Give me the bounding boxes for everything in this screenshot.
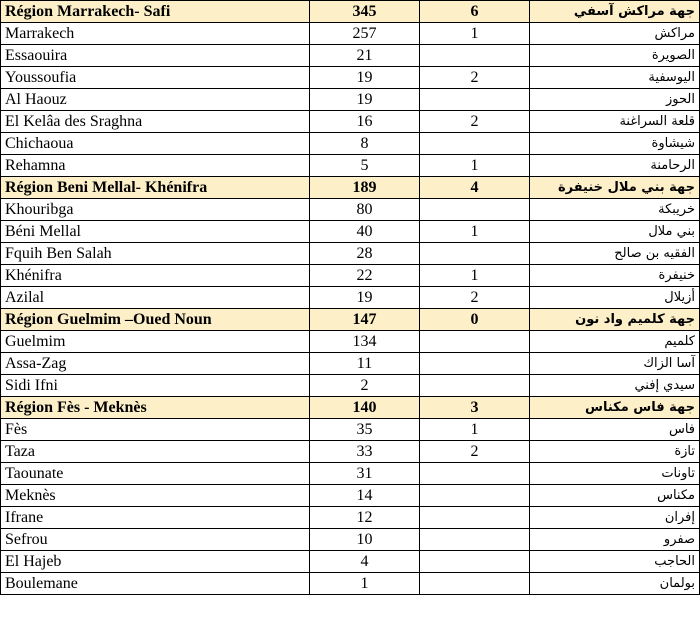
province-total: 31: [310, 463, 420, 485]
province-total: 1: [310, 573, 420, 595]
region-header-row: [1, 177, 700, 199]
province-total: 12: [310, 507, 420, 529]
region-total: 345: [310, 1, 420, 23]
province-row: [1, 199, 700, 221]
province-row: [1, 45, 700, 67]
province-name-ar: تازة: [530, 441, 700, 463]
province-name-ar: خنيفرة: [530, 265, 700, 287]
province-name-fr: Essaouira: [1, 45, 310, 67]
province-second-value: [420, 243, 530, 265]
province-name-fr: Sefrou: [1, 529, 310, 551]
province-second-value: 1: [420, 23, 530, 45]
province-second-value: [420, 89, 530, 111]
province-name-ar: تاونات: [530, 463, 700, 485]
province-name-fr: Meknès: [1, 485, 310, 507]
province-total: 257: [310, 23, 420, 45]
province-row: [1, 331, 700, 353]
region-second-value: 6: [420, 1, 530, 23]
region-header-row: [1, 309, 700, 331]
region-name-fr: Région Beni Mellal- Khénifra: [1, 177, 310, 199]
province-name-ar: سيدي إفني: [530, 375, 700, 397]
province-total: 134: [310, 331, 420, 353]
province-name-ar: مراكش: [530, 23, 700, 45]
province-total: 28: [310, 243, 420, 265]
province-name-ar: اليوسفية: [530, 67, 700, 89]
province-second-value: [420, 375, 530, 397]
province-second-value: 1: [420, 265, 530, 287]
province-row: [1, 463, 700, 485]
province-name-ar: الرحامنة: [530, 155, 700, 177]
province-second-value: [420, 551, 530, 573]
province-total: 35: [310, 419, 420, 441]
province-name-fr: Taounate: [1, 463, 310, 485]
province-total: 16: [310, 111, 420, 133]
province-row: [1, 67, 700, 89]
province-second-value: [420, 45, 530, 67]
province-name-fr: Boulemane: [1, 573, 310, 595]
province-second-value: 2: [420, 287, 530, 309]
region-total: 140: [310, 397, 420, 419]
province-name-ar: الفقيه بن صالح: [530, 243, 700, 265]
province-name-ar: إفران: [530, 507, 700, 529]
province-row: [1, 287, 700, 309]
province-second-value: [420, 331, 530, 353]
province-name-fr: Taza: [1, 441, 310, 463]
province-total: 19: [310, 67, 420, 89]
province-name-fr: El Hajeb: [1, 551, 310, 573]
province-second-value: [420, 463, 530, 485]
region-total: 147: [310, 309, 420, 331]
province-total: 8: [310, 133, 420, 155]
province-row: [1, 155, 700, 177]
province-second-value: [420, 199, 530, 221]
province-name-fr: Assa-Zag: [1, 353, 310, 375]
province-second-value: [420, 353, 530, 375]
province-second-value: 1: [420, 419, 530, 441]
province-row: [1, 375, 700, 397]
province-row: [1, 507, 700, 529]
province-name-fr: Fès: [1, 419, 310, 441]
province-name-ar: مكناس: [530, 485, 700, 507]
province-row: [1, 111, 700, 133]
province-name-fr: Al Haouz: [1, 89, 310, 111]
province-name-fr: Béni Mellal: [1, 221, 310, 243]
province-total: 4: [310, 551, 420, 573]
province-second-value: 2: [420, 111, 530, 133]
province-row: [1, 441, 700, 463]
province-name-fr: Khénifra: [1, 265, 310, 287]
province-name-ar: خريبكة: [530, 199, 700, 221]
region-header-row: [1, 397, 700, 419]
province-second-value: [420, 573, 530, 595]
province-row: [1, 221, 700, 243]
province-name-ar: شيشاوة: [530, 133, 700, 155]
province-total: 11: [310, 353, 420, 375]
province-name-fr: Ifrane: [1, 507, 310, 529]
province-row: [1, 529, 700, 551]
region-header-row: [1, 1, 700, 23]
province-row: [1, 353, 700, 375]
province-total: 33: [310, 441, 420, 463]
province-second-value: [420, 529, 530, 551]
province-name-ar: كلميم: [530, 331, 700, 353]
province-name-ar: الصويرة: [530, 45, 700, 67]
region-second-value: 3: [420, 397, 530, 419]
region-name-ar: جهة فاس مكناس: [530, 397, 700, 419]
province-name-fr: Sidi Ifni: [1, 375, 310, 397]
province-name-fr: El Kelâa des Sraghna: [1, 111, 310, 133]
province-row: [1, 419, 700, 441]
province-name-ar: قلعة السراغنة: [530, 111, 700, 133]
province-row: [1, 23, 700, 45]
province-total: 5: [310, 155, 420, 177]
province-name-fr: Chichaoua: [1, 133, 310, 155]
province-name-fr: Youssoufia: [1, 67, 310, 89]
province-second-value: [420, 485, 530, 507]
province-row: [1, 243, 700, 265]
region-name-ar: جهة مراكش آسفي: [530, 1, 700, 23]
province-total: 19: [310, 287, 420, 309]
province-total: 14: [310, 485, 420, 507]
province-row: [1, 551, 700, 573]
province-total: 10: [310, 529, 420, 551]
province-name-ar: فاس: [530, 419, 700, 441]
region-second-value: 0: [420, 309, 530, 331]
province-row: [1, 89, 700, 111]
province-name-fr: Fquih Ben Salah: [1, 243, 310, 265]
province-name-fr: Khouribga: [1, 199, 310, 221]
province-row: [1, 265, 700, 287]
province-name-fr: Azilal: [1, 287, 310, 309]
province-total: 2: [310, 375, 420, 397]
region-name-fr: Région Guelmim –Oued Noun: [1, 309, 310, 331]
region-second-value: 4: [420, 177, 530, 199]
province-second-value: 2: [420, 441, 530, 463]
province-name-ar: بني ملال: [530, 221, 700, 243]
province-total: 40: [310, 221, 420, 243]
province-name-fr: Guelmim: [1, 331, 310, 353]
region-total: 189: [310, 177, 420, 199]
region-name-ar: جهة بني ملال خنيفرة: [530, 177, 700, 199]
province-name-fr: Rehamna: [1, 155, 310, 177]
province-second-value: 1: [420, 221, 530, 243]
province-name-ar: بولمان: [530, 573, 700, 595]
region-name-fr: Région Fès - Meknès: [1, 397, 310, 419]
region-name-ar: جهة كلميم واد نون: [530, 309, 700, 331]
province-second-value: 1: [420, 155, 530, 177]
table-body: [1, 1, 700, 595]
province-total: 21: [310, 45, 420, 67]
province-row: [1, 573, 700, 595]
province-name-ar: الحوز: [530, 89, 700, 111]
province-name-fr: Marrakech: [1, 23, 310, 45]
province-second-value: [420, 133, 530, 155]
province-name-ar: صفرو: [530, 529, 700, 551]
province-second-value: 2: [420, 67, 530, 89]
region-name-fr: Région Marrakech- Safi: [1, 1, 310, 23]
province-total: 22: [310, 265, 420, 287]
province-total: 80: [310, 199, 420, 221]
province-name-ar: آسا الزاك: [530, 353, 700, 375]
province-row: [1, 485, 700, 507]
province-second-value: [420, 507, 530, 529]
province-name-ar: الحاجب: [530, 551, 700, 573]
province-total: 19: [310, 89, 420, 111]
province-row: [1, 133, 700, 155]
province-name-ar: أزيلال: [530, 287, 700, 309]
